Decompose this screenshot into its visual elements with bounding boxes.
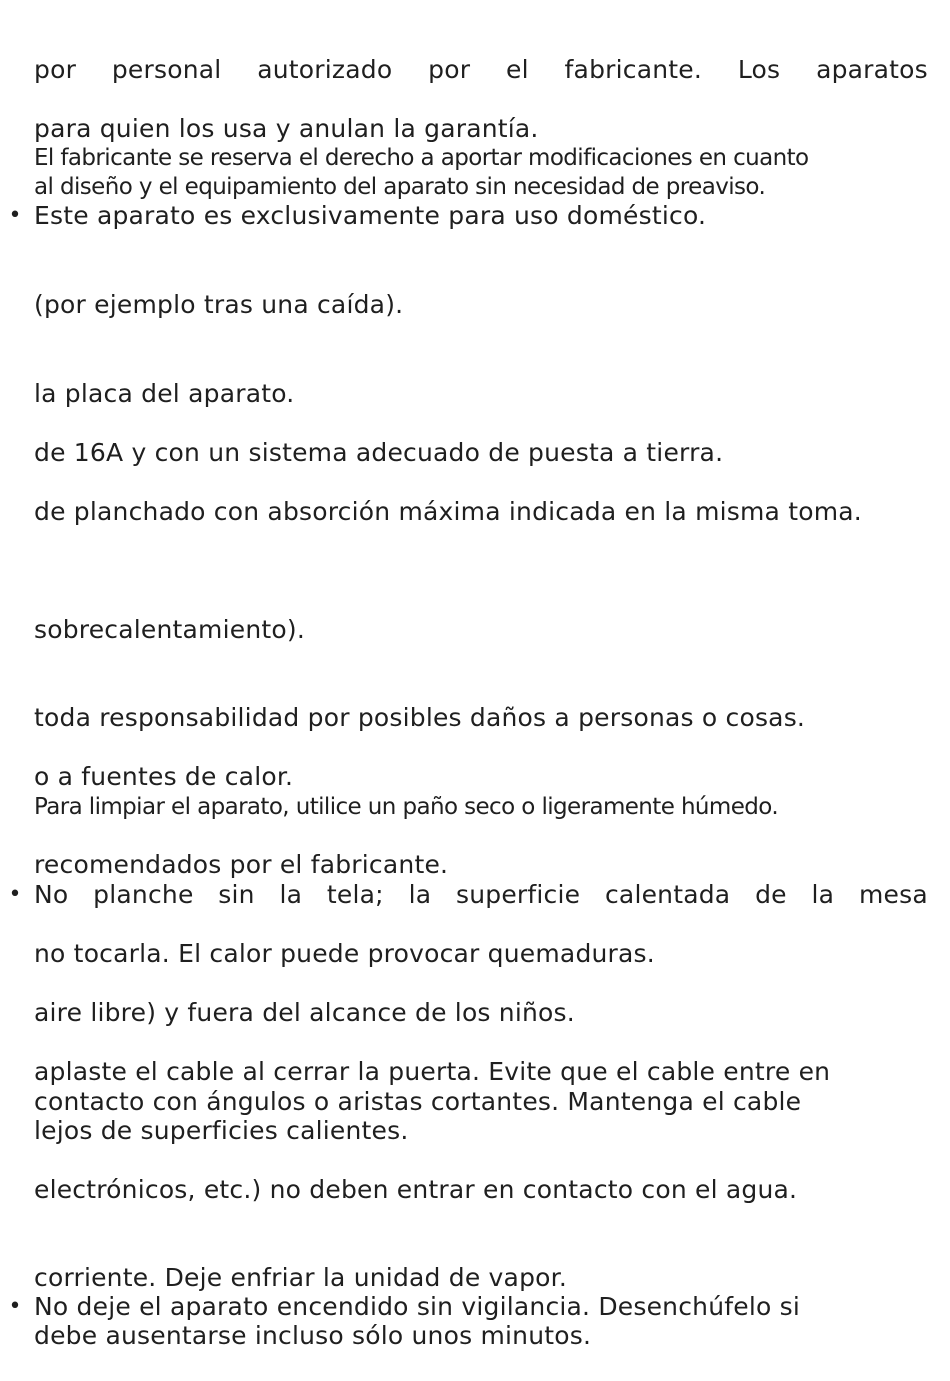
word: tela; [326,880,384,909]
text-line: para quien los usa y anulan la garantía. [34,114,539,143]
text-line: toda responsabilidad por posibles daños a personas o cosas. [34,703,806,732]
text-line: debe ausentarse incluso sólo unos minutos. [34,1321,592,1350]
text-line: corriente. Deje enfriar la unidad de vapor. [34,1263,567,1292]
text-line: al diseño y el equipamiento del aparato sin necesidad de preaviso. [34,174,766,200]
text-line: no tocarla. El calor puede provocar quemaduras. [34,939,655,968]
text-line: de 16A y con un sistema adecuado de puesta a tierra. [34,438,724,467]
text-line: la placa del aparato. [34,379,295,408]
word: la [279,880,303,909]
text-line: Este aparato es exclusivamente para uso doméstico. [34,201,707,230]
word: aparatos [816,55,928,84]
word: la [408,880,432,909]
text-line: aire libre) y fuera del alcance de los niños. [34,998,575,1027]
text-line: lejos de superficies calientes. [34,1116,409,1145]
text-line: sobrecalentamiento). [34,615,305,644]
word: el [506,55,529,84]
word: planche [93,880,194,909]
text-line: El fabricante se reserva el derecho a aportar modificaciones en cuanto [34,145,809,171]
word: No [34,880,69,909]
bullet-icon: • [8,882,22,907]
text-line: (por ejemplo tras una caída). [34,290,404,319]
word: la [811,880,835,909]
text-line: Para limpiar el aparato, utilice un paño seco o ligeramente húmedo. [34,794,779,820]
bullet-icon: • [8,203,22,228]
text-line [34,880,928,910]
bullet-icon: • [8,1294,22,1319]
text-line: o a fuentes de calor. [34,762,294,791]
text-line: No deje el aparato encendido sin vigilancia. Desenchúfelo si [34,1292,801,1321]
text-line: recomendados por el fabricante. [34,850,449,879]
word: de [755,880,787,909]
word: mesa [858,880,928,909]
word: autorizado [257,55,393,84]
word: Los [737,55,781,84]
text-line: electrónicos, etc.) no deben entrar en contacto con el agua. [34,1175,798,1204]
word: sin [218,880,255,909]
word: calentada [604,880,731,909]
word: por [34,55,77,84]
word: personal [111,55,222,84]
text-line: aplaste el cable al cerrar la puerta. Evite que el cable entre en [34,1057,831,1086]
word: por [428,55,471,84]
word: fabricante. [564,55,703,84]
text-line: contacto con ángulos o aristas cortantes. Mantenga el cable [34,1087,802,1116]
text-line [34,55,928,85]
word: superficie [456,880,581,909]
text-line: de planchado con absorción máxima indicada en la misma toma. [34,497,862,526]
